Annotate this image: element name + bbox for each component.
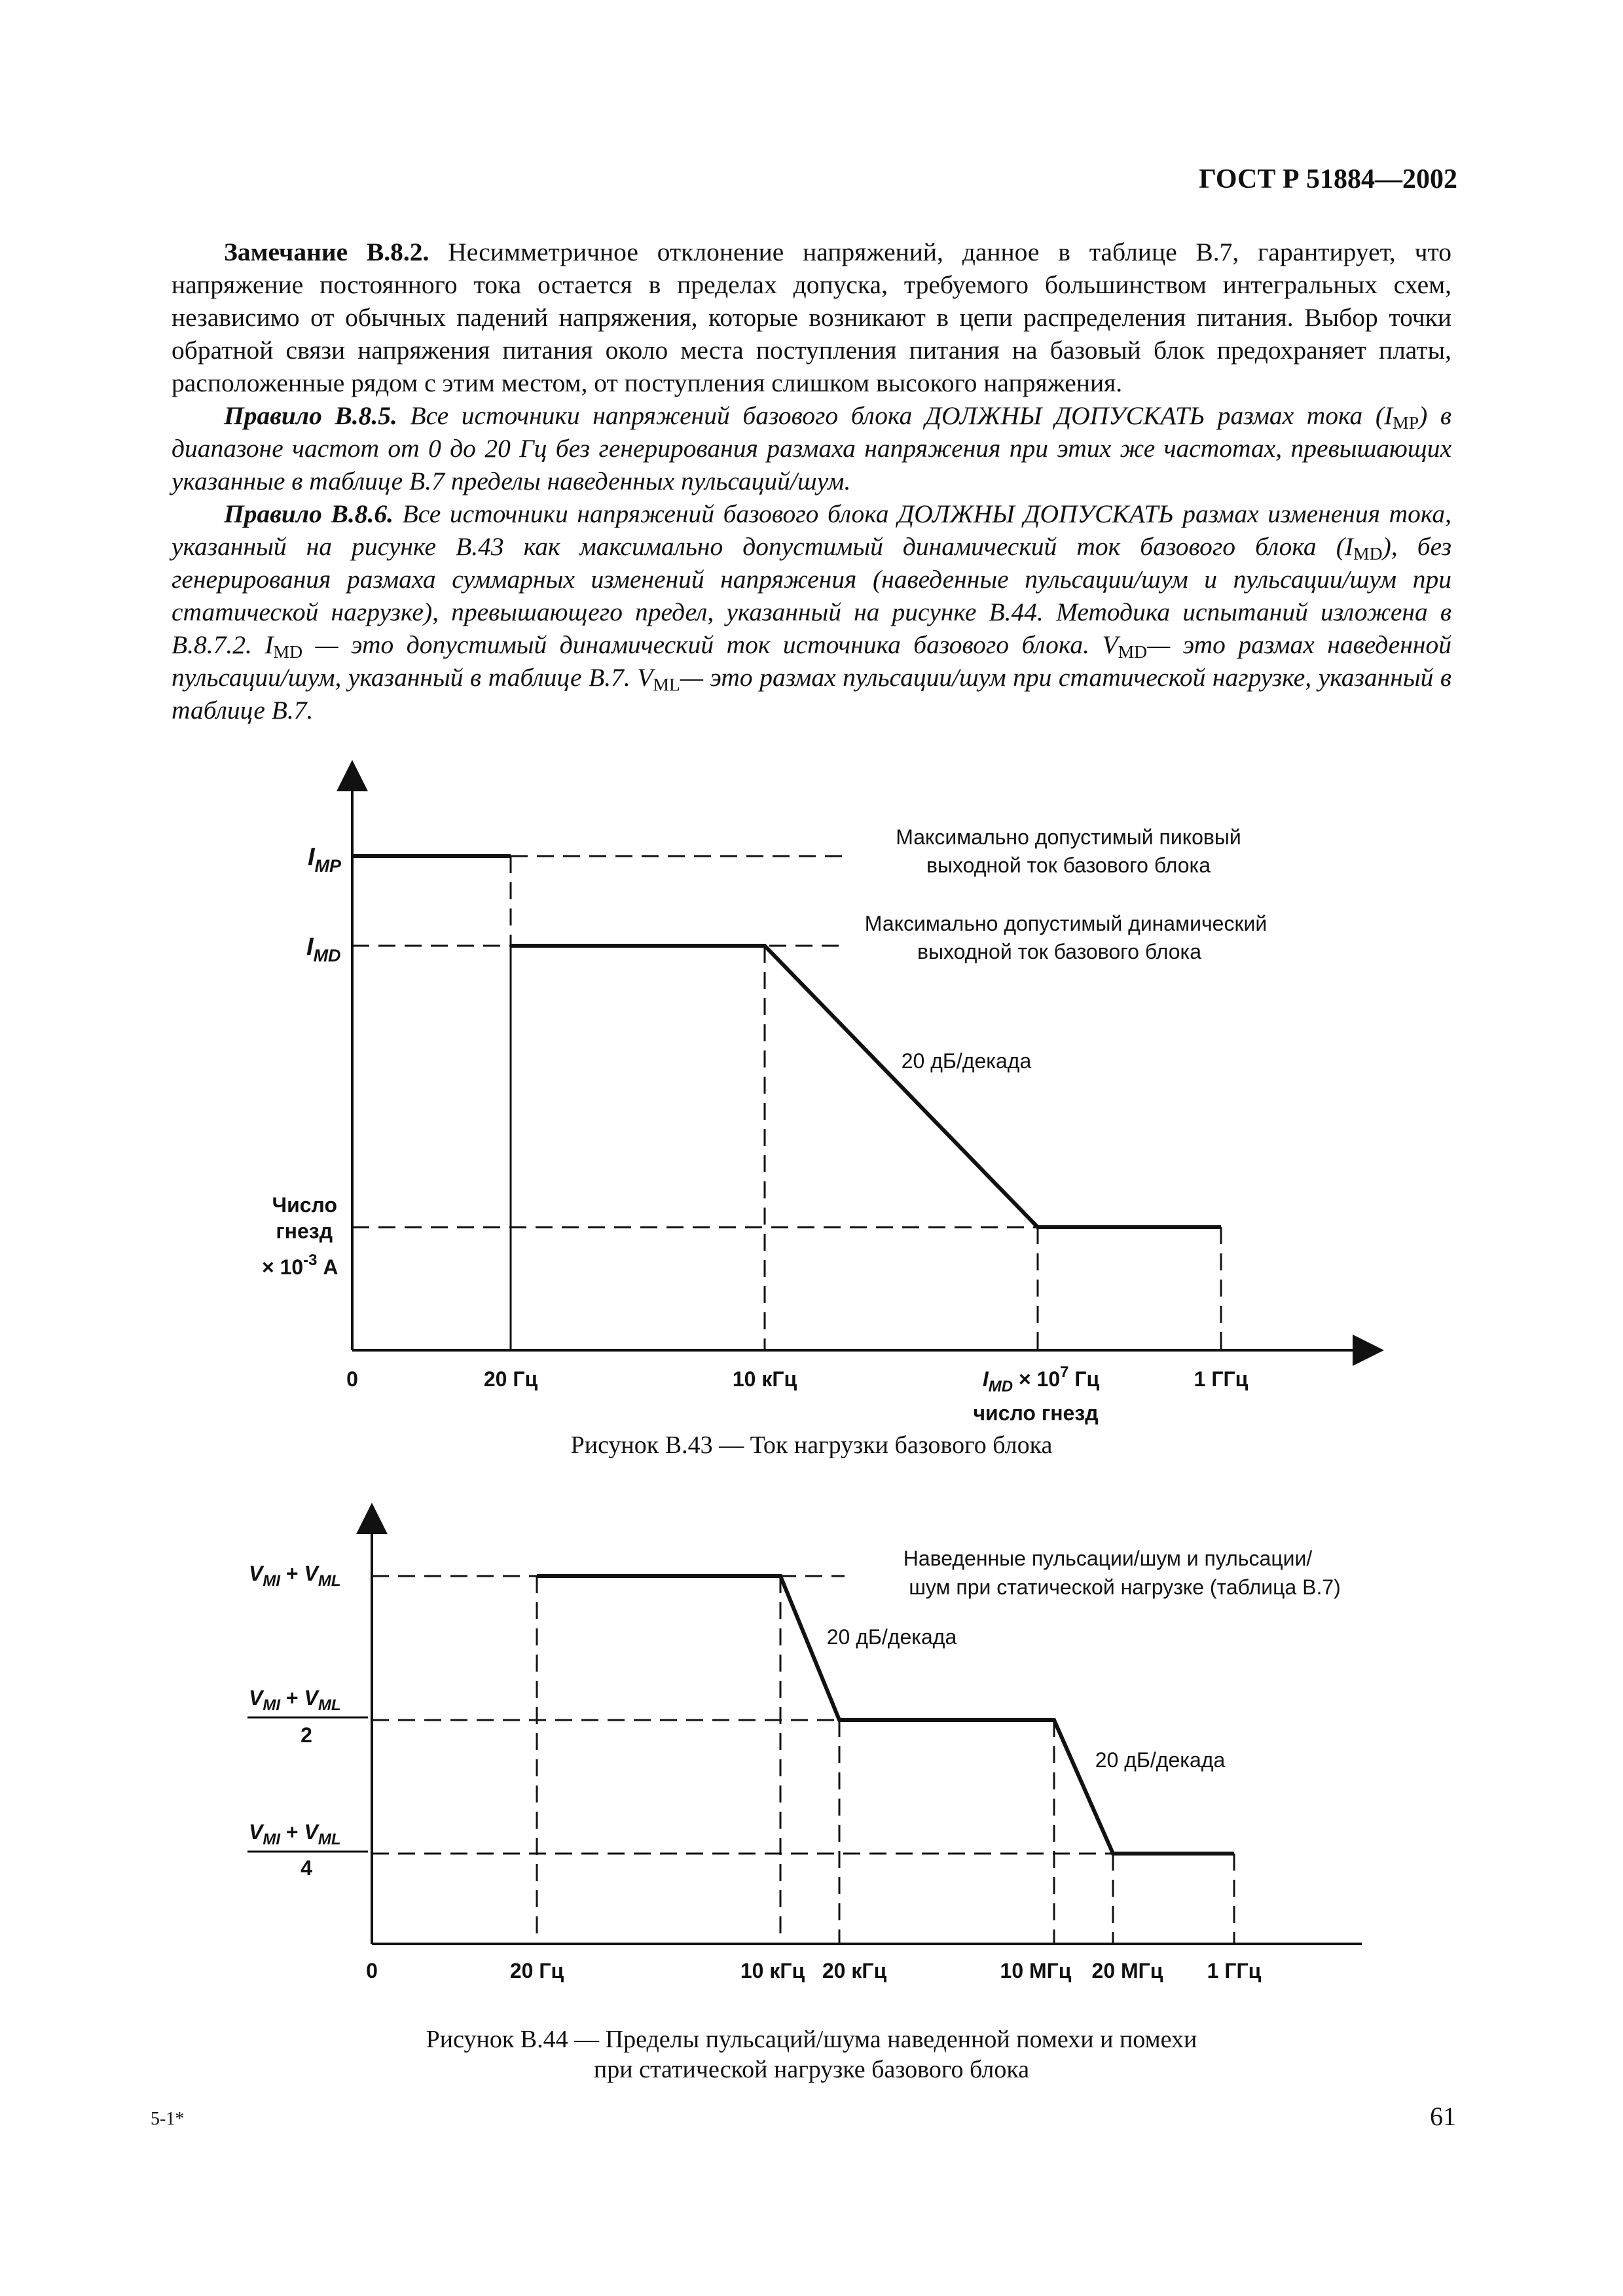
- caption-line-1: Рисунок В.44 — Пределы пульсаций/шума наведенной помехи и помехи: [426, 2026, 1197, 2053]
- x-label-imd-freq: $I_{MD} \times 10^7$ Гц: [982, 1363, 1100, 1395]
- y-label-vmi-vml: $V_{MI} + V_{ML}$: [249, 1562, 341, 1590]
- x-label-zero: 0: [346, 1367, 358, 1391]
- rule-title: Правило В.8.6.: [224, 499, 393, 528]
- x-label-20mhz: 20 МГц: [1091, 1959, 1163, 1982]
- rule-paragraph-2: [172, 497, 1451, 726]
- y-label-quarter-num: $V_{MI} + V_{ML}$: [249, 1820, 341, 1848]
- x-label-10khz: 10 кГц: [740, 1959, 805, 1982]
- annotation-note-1: Наведенные пульсации/шум и пульсации/: [903, 1547, 1313, 1570]
- rule-title: Правило В.8.5.: [224, 401, 397, 430]
- ripple-limit-line: [537, 1576, 1234, 1854]
- y-label-half-num: $V_{MI} + V_{ML}$: [249, 1686, 341, 1714]
- rule-text: — это допустимый динамический ток источника базового блока. V: [302, 630, 1118, 659]
- annotation-dynamic-2: выходной ток базового блока: [917, 940, 1202, 963]
- x-label-1ghz: 1 ГГц: [1207, 1959, 1262, 1982]
- annotation-dynamic-1: Максимально допустимый динамический: [864, 912, 1267, 935]
- subscript: MD: [1353, 543, 1383, 564]
- x-label-20hz: 20 Гц: [509, 1959, 564, 1982]
- x-label-count: число гнезд: [973, 1401, 1099, 1425]
- y-label-imd: $I_{MD}$: [306, 933, 341, 965]
- rule-text: Все источники напряжений базового блока ДОЛЖНЫ ДОПУСКАТЬ размах тока (I: [397, 401, 1393, 430]
- x-label-20khz: 20 кГц: [822, 1959, 887, 1982]
- annotation-slope-2: 20 дБ/декада: [1095, 1748, 1226, 1772]
- x-label-zero: 0: [366, 1959, 378, 1982]
- y-label-half-den: 2: [301, 1723, 312, 1747]
- subscript: MP: [1393, 412, 1419, 433]
- footer-sheet-mark: 5-1*: [151, 2109, 185, 2129]
- y-label-quarter-den: 4: [301, 1856, 312, 1880]
- rule-paragraph-1: [172, 399, 1451, 497]
- subscript: MD: [1118, 641, 1148, 662]
- annotation-note-2: шум при статической нагрузке (таблица В.7): [909, 1575, 1341, 1599]
- x-label-20hz: 20 Гц: [483, 1367, 538, 1391]
- standard-number: ГОСТ Р 51884—2002: [1199, 164, 1457, 194]
- annotation-slope: 20 дБ/декада: [901, 1049, 1032, 1073]
- annotation-peak-1: Максимально допустимый пиковый: [896, 825, 1241, 849]
- figure-43-caption: Рисунок В.43 — Ток нагрузки базового блока: [570, 1431, 1053, 1459]
- caption-line-2: при статической нагрузке базового блока: [593, 2056, 1030, 2083]
- y-label-imp: $I_{MP}$: [308, 844, 342, 876]
- x-label-1ghz: 1 ГГц: [1194, 1367, 1249, 1391]
- rule-text: — это размах наведенной пульсации/шум, указанный в таблице В.7. V: [172, 630, 1451, 692]
- note-text: Несимметричное отклонение напряжений, данное в таблице В.7, гарантирует, что напряжение постоянного тока остается в пределах допуска, требуемого большинством интегральных схем, независимо от обычных падений напряжения, которые возникают в цепи распределения питания. Выбор точки обратной связи напряжения питания около места поступления питания на базовый блок предохраняет платы, расположенные рядом с этим местом, от поступления слишком высокого напряжения.: [172, 238, 1451, 397]
- figure-43-diagram: [0, 753, 1623, 1427]
- annotation-peak-2: выходной ток базового блока: [926, 853, 1211, 877]
- rule-text: Все источники напряжений базового блока ДОЛЖНЫ ДОПУСКАТЬ размах изменения тока, указанный на рисунке В.43 как максимально допустимый динамический ток базового блока (I: [172, 499, 1451, 561]
- subscript: MD: [273, 641, 303, 662]
- rule-text: ), без генерирования размаха суммарных изменений напряжения (наведенные пульсации/шум и пульсации/шум при статической нагрузке), превышающего предел, указанный на рисунке В.44. Методика испытаний изложена в В.8.7.2. I: [172, 532, 1451, 659]
- page-number: 61: [1430, 2102, 1456, 2131]
- y-label-count-3: × $10^{-3}$ А: [262, 1251, 338, 1279]
- x-label-10mhz: 10 МГц: [1000, 1959, 1072, 1982]
- rule-text: — это размах пульсации/шум при статической нагрузке, указанный в таблице В.7.: [172, 663, 1451, 725]
- y-label-count-1: Число: [272, 1193, 337, 1217]
- figure-44-diagram: [0, 1505, 1623, 2022]
- body-text: [172, 236, 1451, 726]
- dynamic-current-line: [511, 946, 1221, 1227]
- note-title: Замечание В.8.2.: [224, 238, 429, 266]
- annotation-slope-1: 20 дБ/декада: [826, 1625, 957, 1649]
- subscript: ML: [653, 673, 680, 694]
- note-paragraph: [172, 236, 1451, 399]
- figure-44-caption: [0, 2024, 1623, 2085]
- x-label-10khz: 10 кГц: [732, 1367, 797, 1391]
- y-label-count-2: гнезд: [276, 1219, 333, 1243]
- rule-text: ) в диапазоне частот от 0 до 20 Гц без генерирования размаха напряжения при этих же частотах, превышающих указанные в таблице В.7 пределы наведенных пульсаций/шум.: [172, 401, 1451, 495]
